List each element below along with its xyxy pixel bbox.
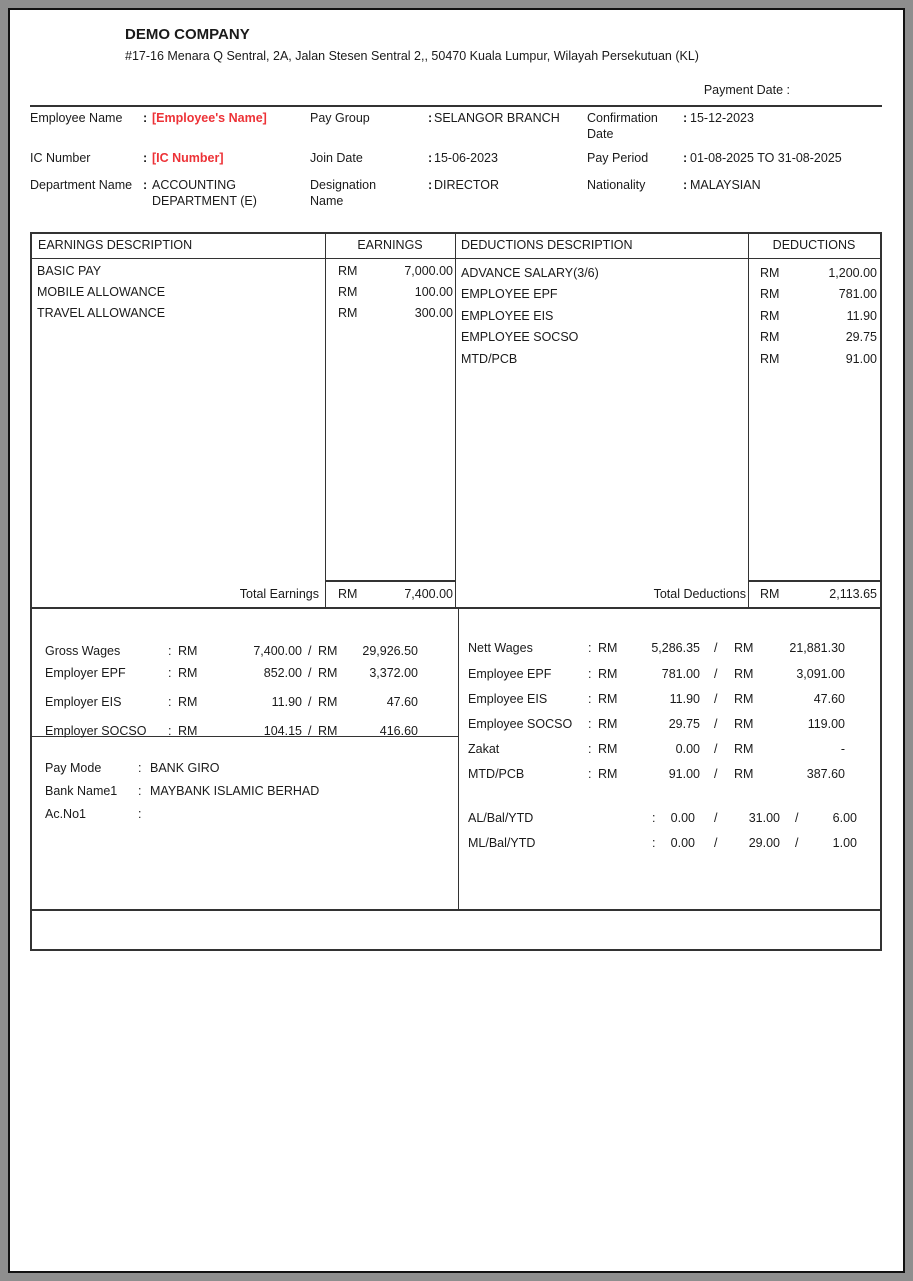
currency-label: RM <box>734 641 754 655</box>
currency-label: RM <box>318 724 338 738</box>
deduction-desc: ADVANCE SALARY(3/6) <box>461 266 599 280</box>
currency-label: RM <box>734 742 754 756</box>
summary-ytd: 3,372.00 <box>369 666 418 680</box>
department-name-value: ACCOUNTING DEPARTMENT (E) <box>152 178 257 208</box>
leave-label: ML/Bal/YTD <box>468 836 536 850</box>
totals-row <box>32 586 880 603</box>
summary-current: 7,400.00 <box>253 644 302 658</box>
total-earnings-label: Total Earnings <box>239 587 319 601</box>
deduction-desc: EMPLOYEE EIS <box>461 309 554 323</box>
join-date-value: 15-06-2023 <box>434 151 498 165</box>
summary-ytd: - <box>840 742 845 756</box>
currency-label: RM <box>178 644 198 658</box>
leave-label: AL/Bal/YTD <box>468 811 534 825</box>
colon: : <box>143 178 148 192</box>
summary-label: Employee SOCSO <box>468 717 573 731</box>
leave-ytd: 1.00 <box>832 836 857 850</box>
currency-label: RM <box>734 667 754 681</box>
slash: / <box>714 811 718 825</box>
colon: : <box>168 644 172 658</box>
employee-info-row-2 <box>30 150 902 166</box>
summary-current: 5,286.35 <box>651 641 700 655</box>
deductions-description-header: DEDUCTIONS DESCRIPTION <box>461 238 633 252</box>
slash: / <box>308 724 312 738</box>
summary-row-mtd-pcb <box>32 766 880 783</box>
summary-ytd: 387.60 <box>806 767 845 781</box>
earning-amount: 100.00 <box>414 285 453 299</box>
confirmation-date-label: Confirmation Date <box>587 111 658 141</box>
currency-label: RM <box>760 309 780 323</box>
footer-strip <box>30 911 882 951</box>
colon: : <box>683 178 688 192</box>
deduction-amount: 1,200.00 <box>828 266 877 280</box>
currency-label: RM <box>598 667 618 681</box>
summary-label: Nett Wages <box>468 641 533 655</box>
slash: / <box>308 695 312 709</box>
deductions-row <box>32 308 880 325</box>
leave-current: 0.00 <box>670 811 695 825</box>
summary-ytd: 119.00 <box>807 717 845 731</box>
currency-label: RM <box>598 641 618 655</box>
slash: / <box>795 811 799 825</box>
deduction-desc: EMPLOYEE EPF <box>461 287 558 301</box>
currency-label: RM <box>318 695 338 709</box>
colon: : <box>428 151 433 165</box>
colon: : <box>652 811 656 825</box>
total-earnings-value: 7,400.00 <box>404 587 453 601</box>
summary-ytd: 3,091.00 <box>796 667 845 681</box>
currency-label: RM <box>318 666 338 680</box>
designation-name-value: DIRECTOR <box>434 178 500 192</box>
colon: : <box>168 724 172 738</box>
summary-current: 104.15 <box>263 724 302 738</box>
currency-label: RM <box>760 352 780 366</box>
colon: : <box>588 717 592 731</box>
currency-label: RM <box>734 767 754 781</box>
bank-name-value: MAYBANK ISLAMIC BERHAD <box>150 784 320 798</box>
summary-label: MTD/PCB <box>468 767 525 781</box>
deductions-row <box>32 286 880 303</box>
leave-row-al <box>32 810 880 827</box>
employee-name-value: [Employee's Name] <box>152 111 267 125</box>
deduction-amount: 29.75 <box>845 330 877 344</box>
summary-ytd: 47.60 <box>813 692 845 706</box>
ic-number-label: IC Number <box>30 151 91 165</box>
summary-label: Employer EIS <box>45 695 122 709</box>
company-name: DEMO COMPANY <box>125 26 250 43</box>
header-divider <box>30 105 882 107</box>
colon: : <box>588 767 592 781</box>
currency-label: RM <box>178 666 198 680</box>
pay-group-label: Pay Group <box>310 111 370 125</box>
colon: : <box>138 784 142 798</box>
total-deductions-separator <box>748 580 880 582</box>
account-number-label: Ac.No1 <box>45 807 86 821</box>
ic-number-value: [IC Number] <box>152 151 224 165</box>
slash: / <box>714 836 718 850</box>
deductions-row <box>32 265 880 282</box>
bank-name-label: Bank Name1 <box>45 784 118 798</box>
leave-ytd: 6.00 <box>832 811 857 825</box>
deductions-row <box>32 351 880 368</box>
earning-desc: MOBILE ALLOWANCE <box>37 285 166 299</box>
pay-group-value: SELANGOR BRANCH <box>434 111 560 125</box>
summary-current: 852.00 <box>263 666 302 680</box>
summary-ytd: 47.60 <box>386 695 418 709</box>
deduction-desc: EMPLOYEE SOCSO <box>461 330 579 344</box>
summary-current: 0.00 <box>675 742 700 756</box>
currency-label: RM <box>598 767 618 781</box>
colon: : <box>588 742 592 756</box>
total-deductions-label: Total Deductions <box>653 587 746 601</box>
pay-mode-value: BANK GIRO <box>150 761 220 775</box>
currency-label: RM <box>338 587 358 601</box>
summary-current: 29.75 <box>668 717 700 731</box>
designation-name-label: Designation Name <box>310 178 377 208</box>
currency-label: RM <box>338 306 358 320</box>
summary-ytd: 21,881.30 <box>789 641 845 655</box>
total-earnings-separator <box>325 580 455 582</box>
payment-date-label: Payment Date : <box>703 83 790 97</box>
currency-label: RM <box>338 264 358 278</box>
summary-row-employee-eis <box>32 691 880 708</box>
summary-current: 11.90 <box>669 692 700 706</box>
department-name-label: Department Name <box>30 178 133 192</box>
deduction-desc: MTD/PCB <box>461 352 518 366</box>
colon: : <box>588 692 592 706</box>
summary-row-nett-wages <box>32 640 880 657</box>
total-deductions-value: 2,113.65 <box>829 587 877 601</box>
earning-amount: 300.00 <box>414 306 453 320</box>
summary-row-zakat <box>32 741 880 758</box>
summary-label: Employer EPF <box>45 666 126 680</box>
currency-label: RM <box>598 742 618 756</box>
earnings-deductions-table <box>30 232 882 607</box>
slash: / <box>714 742 718 756</box>
currency-label: RM <box>760 266 780 280</box>
colon: : <box>428 111 433 125</box>
leave-row-ml <box>32 835 880 852</box>
summary-section <box>30 607 882 911</box>
colon: : <box>168 666 172 680</box>
slash: / <box>795 836 799 850</box>
earnings-header: EARNINGS <box>357 238 423 252</box>
deduction-amount: 781.00 <box>838 287 877 301</box>
currency-label: RM <box>598 717 618 731</box>
earning-desc: TRAVEL ALLOWANCE <box>37 306 166 320</box>
slash: / <box>714 717 718 731</box>
leave-balance: 31.00 <box>748 811 780 825</box>
pay-period-label: Pay Period <box>587 151 649 165</box>
slash: / <box>714 692 718 706</box>
pay-period-value: 01-08-2025 TO 31-08-2025 <box>690 151 842 165</box>
currency-label: RM <box>760 287 780 301</box>
slash: / <box>714 767 718 781</box>
currency-label: RM <box>734 717 754 731</box>
currency-label: RM <box>760 330 780 344</box>
summary-current: 91.00 <box>668 767 700 781</box>
summary-label: Employer SOCSO <box>45 724 147 738</box>
employee-info-row-3 <box>30 177 902 209</box>
summary-current: 781.00 <box>661 667 700 681</box>
employee-info-row-1 <box>30 110 902 142</box>
slash: / <box>308 666 312 680</box>
colon: : <box>428 178 433 192</box>
nationality-value: MALAYSIAN <box>690 178 761 192</box>
leave-current: 0.00 <box>670 836 695 850</box>
colon: : <box>138 807 142 821</box>
currency-label: RM <box>598 692 618 706</box>
confirmation-date-value: 15-12-2023 <box>690 111 754 125</box>
colon: : <box>138 761 142 775</box>
table-header-row <box>32 234 880 259</box>
company-address: #17-16 Menara Q Sentral, 2A, Jalan Stesen Sentral 2,, 50470 Kuala Lumpur, Wilayah Persekutuan (KL) <box>125 49 699 63</box>
colon: : <box>652 836 656 850</box>
currency-label: RM <box>178 695 198 709</box>
summary-label: Zakat <box>468 742 500 756</box>
colon: : <box>683 111 688 125</box>
join-date-label: Join Date <box>310 151 363 165</box>
slash: / <box>714 667 718 681</box>
summary-label: Gross Wages <box>45 644 121 658</box>
slash: / <box>308 644 312 658</box>
leave-balance: 29.00 <box>748 836 780 850</box>
summary-label: Employee EPF <box>468 667 552 681</box>
employee-name-label: Employee Name <box>30 111 123 125</box>
earning-amount: 7,000.00 <box>404 264 453 278</box>
summary-row-employee-epf <box>32 666 880 683</box>
bank-name-row <box>32 783 458 800</box>
deductions-header: DEDUCTIONS <box>772 238 856 252</box>
colon: : <box>588 641 592 655</box>
currency-label: RM <box>760 587 780 601</box>
currency-label: RM <box>178 724 198 738</box>
colon: : <box>683 151 688 165</box>
currency-label: RM <box>318 644 338 658</box>
colon: : <box>143 111 148 125</box>
colon: : <box>143 151 148 165</box>
deductions-row <box>32 329 880 346</box>
colon: : <box>588 667 592 681</box>
currency-label: RM <box>338 285 358 299</box>
summary-row-employee-socso <box>32 716 880 733</box>
deduction-amount: 91.00 <box>845 352 877 366</box>
currency-label: RM <box>734 692 754 706</box>
payslip-page <box>8 8 905 1273</box>
summary-current: 11.90 <box>271 695 302 709</box>
nationality-label: Nationality <box>587 178 646 192</box>
colon: : <box>168 695 172 709</box>
earning-desc: BASIC PAY <box>37 264 102 278</box>
slash: / <box>714 641 718 655</box>
summary-ytd: 29,926.50 <box>362 644 418 658</box>
earnings-description-header: EARNINGS DESCRIPTION <box>38 238 193 252</box>
summary-ytd: 416.60 <box>379 724 418 738</box>
pay-mode-label: Pay Mode <box>45 761 102 775</box>
summary-label: Employee EIS <box>468 692 548 706</box>
deduction-amount: 11.90 <box>846 309 877 323</box>
